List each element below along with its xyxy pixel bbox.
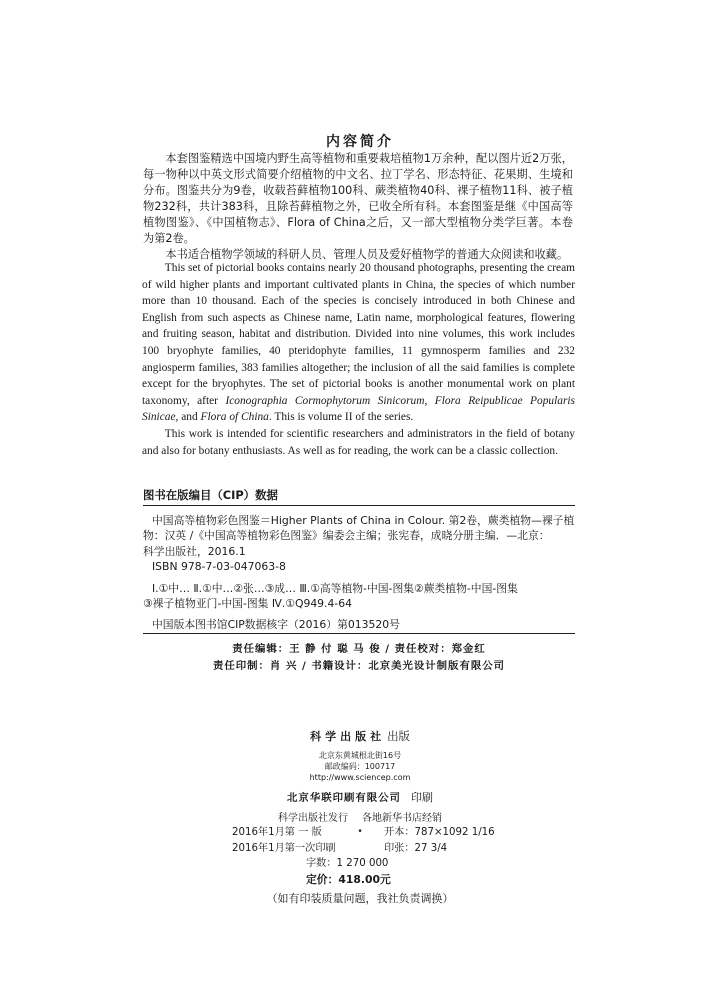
chinese-summary-paragraph: 本套图鉴精选中国境内野生高等植物和重要栽培植物1万余种，配以图片近2万张，每一物种以中英文形式简要介绍植物的中文名、拉丁学名、形态特征、花果期、生境和分布。图鉴共分为9卷，收载苔藓植物100科、蕨类植物40科、裸子植物11科、被子植物232科，共计383科，且除苔藓植物之外，已收全所有科。本套图鉴是继《中国高等植物图鉴》、《中国植物志》、Flora of China之后，又一部大型植物分类学巨著。本卷为第2卷。 [143,152,573,245]
publisher-name: 科学出版社 [310,730,386,743]
cip-heading: 图书在版编目（CIP）数据 [143,488,278,502]
word-count: 字数：1 270 000 [306,858,389,870]
english-summary-paragraph-1 [142,260,575,426]
cip-title-line: 物：汉英 /《中国高等植物彩色图鉴》编委会主编；张宪春，成晓分册主编．—北京： [143,529,550,543]
cip-bottom-rule [143,633,575,634]
retailer: 各地新华书店经销 [362,813,442,824]
publisher-line [0,728,720,744]
edition-date: 2016年1月第 一 版 [232,827,322,838]
book-title-flora-of-china: Flora of China [200,411,269,424]
specs-row-printing [232,841,572,857]
price: 定价：418.00元 [306,872,391,886]
printer-tag: 印刷 [410,791,433,804]
english-summary-text: . This is volume II of the series. [268,411,414,424]
distributor: 科学出版社发行 [278,813,348,824]
summary-title: 内容简介 [326,134,394,150]
chinese-summary-paragraph: 本书适合植物学领域的科研人员、管理人员及爱好植物学的普通大众阅读和收藏。 [165,248,569,261]
book-title-flora-reipublicae: Flora Reipublicae Popularis Sinicae [142,394,575,424]
publisher-tag: 出版 [387,729,410,743]
cip-top-rule [143,505,575,506]
book-title-iconographia: Iconographia Cormophytorum Sinicorum [225,394,425,407]
english-summary-paragraph-2: This work is intended for scientific researchers and administrators in the field of botany and also for botany enthusiasts. As well as for reading, the work can be a classic collection. [142,427,575,457]
publication-info [0,728,720,838]
cip-data [143,513,575,639]
credits-line-production: 责任印制：肖 兴 / 书籍设计：北京美光设计制版有限公司 [212,660,506,672]
publisher-website: http://www.sciencep.com [309,773,411,782]
specs-row-edition [232,825,572,841]
cip-classification-line: ③裸子植物亚门-中国-图集 Ⅳ.①Q949.4-64 [143,597,352,611]
english-summary-text: , [424,394,435,407]
cip-title-entry [143,513,575,575]
english-summary-text: This set of pictorial books contains nearly 20 thousand photographs, presenting the cream of wild higher plants and important cultivated plants in China, the species of which number more than 10 thousand. Each of the species is concisely introduced in both Chinese and English from such aspects as Chinese name, Latin name, morphological features, flowering and fruiting season, habitat and distribution. Divided into nine volumes, this work includes 100 bryophyte families, 40 pteridophyte families, 11 gymnosperm families and 232 angiosperm families, 383 families altogether; the inclusion of all the said families is complete except for the bryophytes. The set of pictorial books is another monumental work on plant taxonomy, after [142,262,575,407]
editorial-credits [143,641,575,675]
cip-classification-line: Ⅰ.①中… Ⅱ.①中…②张…③成… Ⅲ.①高等植物-中国-图集②蕨类植物-中国-图集 [152,581,518,595]
cip-number: 中国版本图书馆CIP数据核字（2016）第013520号 [152,618,400,632]
credits-line-editors: 责任编辑：王 静 付 聪 马 俊 / 责任校对：郑金红 [232,643,486,655]
cip-classification [143,581,575,612]
cip-title-line: 中国高等植物彩色图鉴＝Higher Plants of China in Colour. 第2卷，蕨类植物—裸子植 [152,514,575,527]
printer-line [0,789,720,805]
print-date: 2016年1月第一次印刷 [232,842,336,854]
english-summary [142,260,575,459]
publisher-postcode: 邮政编码：100717 [324,762,396,771]
printer-name: 北京华联印刷有限公司 [287,792,401,804]
english-summary-text: , and [175,411,201,424]
print-sheets: 印张：27 3/4 [384,842,448,854]
distribution-line [0,809,720,824]
separator-dot: • [357,827,363,837]
page-format: 开本：787×1092 1/16 [384,827,495,838]
publisher-address: 北京东黄城根北街16号 [318,751,402,760]
cip-title-line: 科学出版社，2016.1 [143,544,246,558]
print-specs [232,825,572,887]
chinese-summary [143,151,573,263]
return-policy-note: （如有印装质量问题，我社负责调换） [266,892,454,905]
cip-isbn: ISBN 978-7-03-047063-8 [152,560,286,574]
